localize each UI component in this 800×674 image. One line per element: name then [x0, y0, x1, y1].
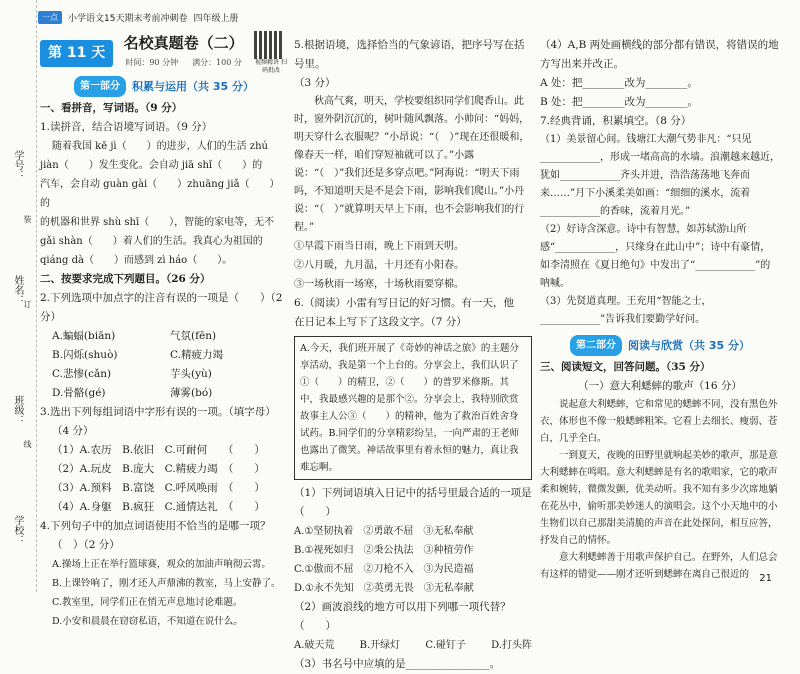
fold-char-1: 装	[23, 215, 32, 223]
opt-a1: A.蝙蝠(biān)	[52, 330, 116, 342]
diary-box: A.今天，我们班开展了《奇妙的神话之旅》的主题分享活动，我是第一个上台的。分享会上，我们认识了①（ ）的精卫，②（ ）的普罗米修斯。其中，我最感兴趣的是那个②。分享会上，我特别欣赏故事主人公③（ ）的精神，他为了救治百姓舍身试药。B.同学们的分享精彩纷呈，一向严肃的王老师也露出了微笑。神话故事里有着永恒的魅力，真让我难忘啊。	[294, 336, 532, 480]
q6-opt-b: B.①视死如归 ②秉公执法 ③种植劳作	[294, 545, 474, 556]
q3-score: （4 分）	[52, 425, 94, 437]
opt-d1: D.骨骼(gé)	[52, 387, 106, 399]
q7-line-3: （3）先贤道真理。王充用“智能之士，____________”告诉我们要勤学好问。	[540, 296, 712, 325]
part1-label: 第一部分	[74, 76, 126, 97]
qr-caption: 视频精讲 扫码批改	[255, 59, 287, 74]
q1-line-6: qiáng dà（ ）而感到 zì háo（ ）。	[40, 255, 233, 266]
q1-sub: 1.读拼音，结合语境写词语。（9 分）	[40, 121, 213, 133]
q1-line-2: jiàn（ ）发生变化。会自动 jiā shǐ（ ）的	[40, 160, 263, 171]
test-score: 满分：100 分	[192, 58, 242, 67]
part2-heading	[540, 335, 780, 356]
q5-score: （3 分）	[294, 77, 336, 89]
q6-sub1: （1）下列词语填入日记中的括号里最合适的一项是（ ）	[294, 487, 532, 518]
q6-opt-d: D.①永不先知 ②英勇无畏 ③无私奉献	[294, 583, 474, 594]
q4-sub: 4.下列句子中的加点词语使用不恰当的是哪一项？	[40, 520, 271, 532]
column-3	[540, 36, 780, 583]
binding-margin	[0, 0, 37, 592]
q6-2-opt-d: D.打头阵	[491, 640, 532, 651]
column-2	[294, 36, 532, 674]
header-tag: 一点	[38, 11, 62, 24]
page-header	[38, 8, 298, 26]
q6-2-opt-a: A.破天荒	[294, 640, 335, 651]
fold-char-2: 订	[23, 300, 32, 308]
q6-4-lead: （4）A,B 两处画横线的部分都有错误，将错误的地方写出来并改正。	[540, 39, 779, 70]
q5-opt-1: ①早霞下雨当日雨，晚上下雨到天明。	[294, 241, 464, 252]
q6-opt-a: A.①坚韧执着 ②勇敢不屈 ③无私奉献	[294, 526, 474, 537]
q2-title: 二、按要求完成下列题目。（26 分）	[40, 273, 211, 285]
binding-label-name: 姓名：	[12, 275, 23, 305]
q3-opt-3: （3）A.预料 B.富饶 C.呼风唤雨 （ ）	[52, 482, 265, 494]
binding-label-class: 班级：	[12, 395, 23, 425]
q3-sub: 3.选出下列每组词语中字形有误的一项。（填字母）	[40, 406, 276, 418]
q4-opt-b: B.上课铃响了，刚才还人声鼎沸的教室，马上安静了。	[52, 578, 281, 589]
q7-line-1: （1）美景留心间。钱塘江大潮气势非凡：“只见____________，形成一堵高高的水墙。浪潮越来越近，犹如____________齐头并进，浩浩荡荡地飞奔而来……”月下小溪柔美如画：“细细的溪水，流着____________的香味，流着月光。”	[540, 134, 780, 217]
q5-opt-3: ③一场秋雨一场寒，十场秋雨要穿棉。	[294, 279, 464, 290]
part2-title: 阅读与欣赏（共 35 分）	[628, 339, 750, 352]
q7-line-2: （2）好诗含深意。诗中有智慧，如苏轼游山所感“____________，只缘身在此山中”；诗中有豪情，如李清照在《夏日绝句》中发出了“____________”的呐喊。	[540, 224, 771, 289]
q7-title: 7.经典背诵，积累填空。（8 分）	[540, 115, 692, 127]
q1-line-1: 随着我国 kē jì（ ）的进步，人们的生活 zhú	[52, 141, 268, 152]
page-number: 21	[759, 573, 772, 584]
reading-para-1: 说起意大利蟋蟀，它和常见的蟋蟀不同，没有黑色外衣，体形也不像一般蟋蟀粗笨。它看上去细长、瘦弱、苍白，几乎全白。	[540, 399, 778, 444]
binding-label-id: 学号：	[12, 150, 23, 180]
column-1	[40, 36, 288, 631]
q1-line-3: 汽车，会自动 guàn gài（ ）zhuāng jiǎ（ ）的	[40, 179, 280, 209]
fold-char-3: 线	[23, 440, 32, 448]
q3-opt-2: （2）A.玩皮 B.庞大 C.精疲力竭 （ ）	[52, 463, 265, 475]
test-time: 时间：90 分钟	[125, 58, 179, 67]
reading-para-3: 意大利蟋蟀善于用歌声保护自己。在野外，人们总会有这样的错觉——刚才还听到蟋蟀在离自己很近的	[540, 552, 778, 580]
reading-title: 三、阅读短文，回答问题。（35 分）	[540, 361, 711, 373]
q6-sub3: （3）书名号中应填的是________________。	[294, 658, 501, 670]
opt-b1: B.闪烁(shuò)	[52, 349, 118, 361]
q4-opt-a: A.操场上正在举行篮球赛，观众的加油声响彻云霄。	[52, 559, 271, 570]
q6-2-opt-c: C.碰钉子	[425, 640, 466, 651]
q6-title2: 在日记本上写下了这段文字。（7 分）	[294, 316, 467, 328]
header-book: 小学语文15天期末考前冲刺卷	[68, 13, 188, 24]
q6-opt-c: C.①傲而不屈 ②刀枪不入 ③为民造福	[294, 564, 474, 575]
q6-4-b: B 处：把________改为________。	[540, 96, 699, 108]
header-grade: 四年级上册	[193, 13, 239, 24]
q1-title: 一、看拼音，写词语。（9 分）	[40, 102, 183, 114]
q2-sub1: 2.下列选项中加点字的注音有误的一项是（ ）（2 分）	[40, 292, 283, 323]
q6-4-a: A 处：把________改为________。	[540, 77, 698, 89]
opt-d2: 薄雾(bó)	[170, 387, 213, 399]
q5-passage: 秋高气爽，明天，学校要组织同学们爬香山。此时，窗外阴沉沉的，树叶随风飘落。小帅问：“妈妈，明天穿什么衣服呢？”小昂说：“（ ）”现在还很暖和，像春天一样，咱们穿短袖就可以了。”小露说：“（ ）”我们还是多穿点吧。”阿海说：“明天下雨吗，不知道明天是不是会下雨，影响我们爬山。”小丹说：“（ ）”就算明天早上下雨，也不会影响我们的行程。”	[294, 96, 530, 233]
binding-label-school: 学校：	[12, 515, 23, 545]
q1-line-5: gǎi shàn（ ）着人们的生活。我真心为祖国的	[40, 236, 263, 247]
reading-para-2: 一到夏天，夜晚的田野里就响起美妙的歌声，那是意大利蟋蟀在鸣唱。意大利蟋蟀是有名的歌唱家，它的歌声柔和婉转，微微发颤，优美动听。我不知有多少次席地躺在花丛中，偷听那美妙迷人的演唱会。这个小天地中的小生物们以自己那甜美清脆的声音在此处探问，相互应答，抒发自己的情怀。	[540, 450, 778, 546]
test-heading	[40, 34, 288, 74]
q6-title: 6.（阅读）小雷有写日记的好习惯。有一天，他	[294, 297, 515, 309]
q5-title: 5.根据语境，选择恰当的气象谚语，把序号写在括号里。	[294, 39, 525, 70]
q6-2-opt-b: B.开绿灯	[359, 640, 401, 651]
q4-opt-c: C.教室里，同学们正在悄无声息地讨论难题。	[52, 597, 243, 608]
q6-sub2: （2）画波浪线的地方可以用下列哪一项代替？（ ）	[294, 601, 511, 632]
q3-opt-1: （1）A.农历 B.依旧 C.可耐何 （ ）	[52, 444, 265, 456]
day-badge: 第 11 天	[40, 40, 113, 67]
part1-heading	[40, 76, 288, 97]
q4-score: （ ）（2 分）	[52, 539, 120, 551]
reading-subtitle: （一）意大利蟋蟀的歌声（16 分）	[578, 380, 742, 392]
opt-a2: 气氛(fēn)	[170, 330, 217, 342]
opt-c2: 芋头(yù)	[170, 368, 212, 380]
opt-c1: C.悲惨(cǎn)	[52, 368, 112, 380]
part2-label: 第二部分	[570, 335, 622, 356]
q4-opt-d: D.小安和晨晨在窃窃私语，不知道在说什么。	[52, 616, 243, 627]
part1-title: 积累与运用（共 35 分）	[132, 80, 254, 93]
q1-line-4: 的机器和世界 shù shī（ ），智能的家电等，无不	[40, 217, 275, 228]
test-title: 名校真题卷（二）	[123, 34, 244, 52]
q5-opt-2: ②八月暖，九月温，十月还有小阳春。	[294, 260, 464, 271]
qr-code-icon[interactable]	[254, 31, 282, 59]
opt-b2: C.精疲力竭	[170, 349, 223, 361]
q3-opt-4: （4）A.身躯 B.疯狂 C.通情达礼 （ ）	[52, 501, 265, 513]
